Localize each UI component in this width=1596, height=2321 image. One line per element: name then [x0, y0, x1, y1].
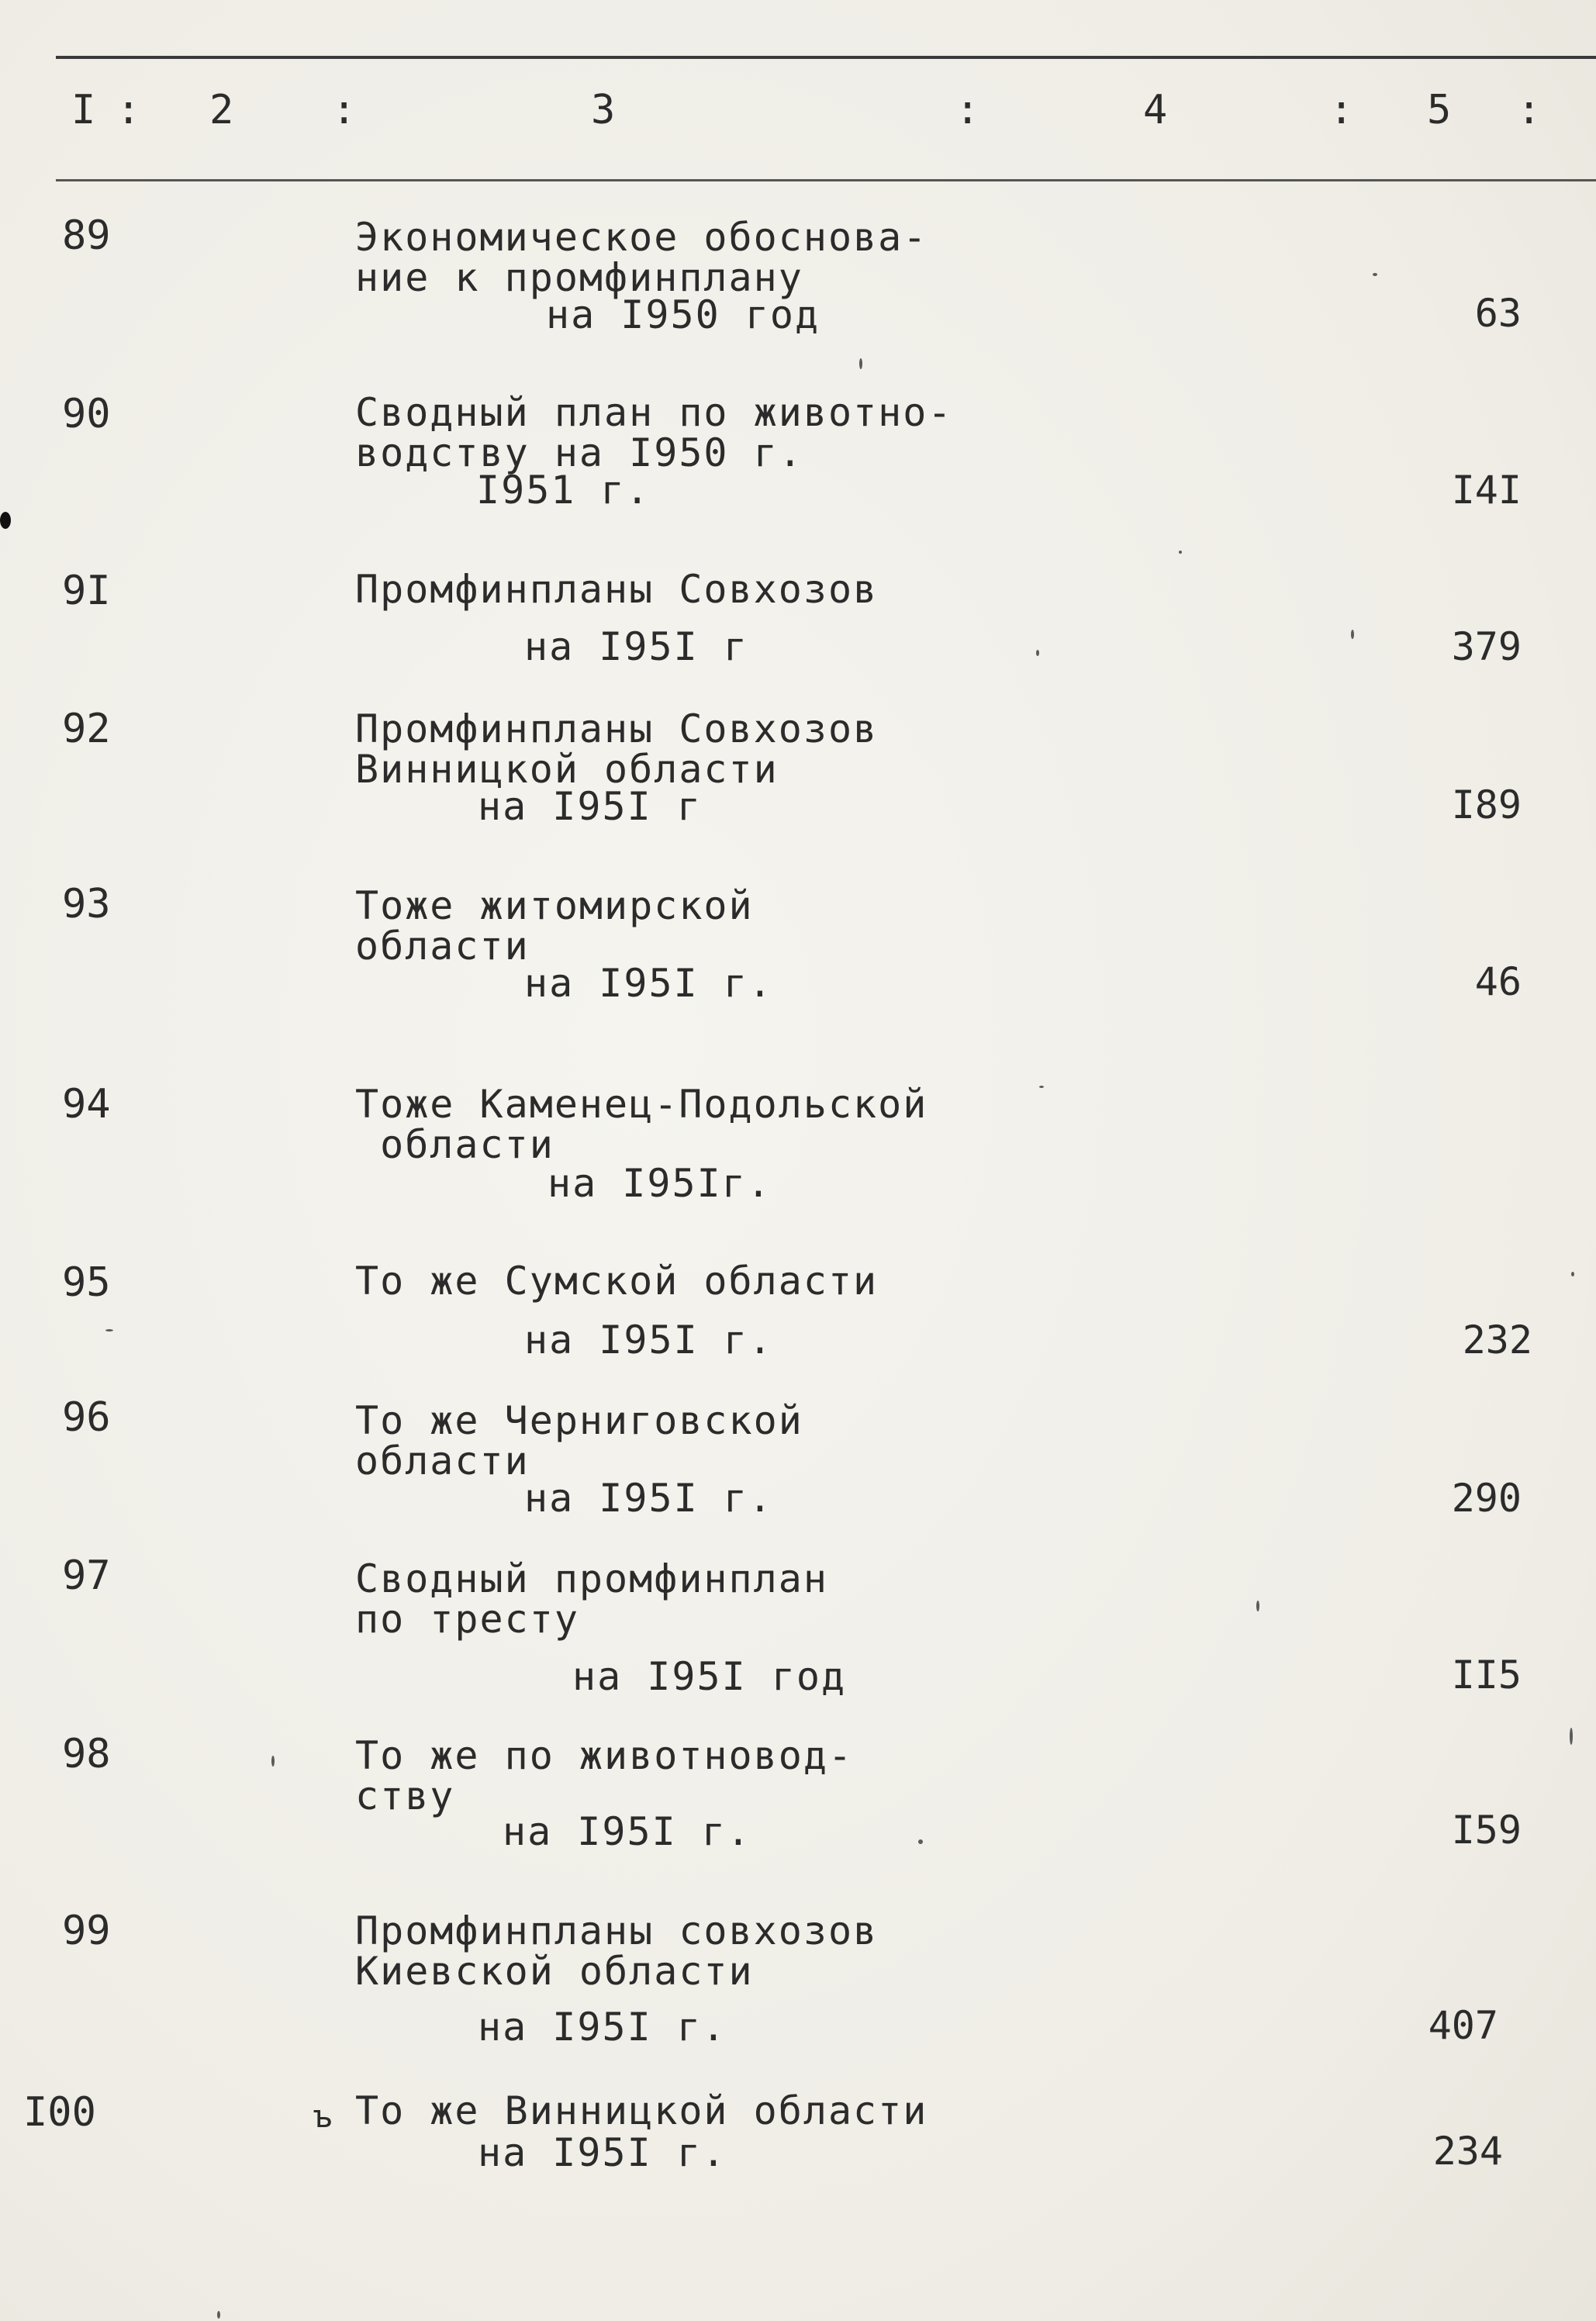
- header-col1: I: [71, 87, 96, 133]
- header-sep-5: :: [1517, 87, 1542, 133]
- scan-speck: [1351, 630, 1354, 639]
- row-number: 97: [62, 1553, 111, 1599]
- scan-speck: [1570, 1728, 1573, 1745]
- row-number: 89: [62, 212, 111, 259]
- scan-speck: [217, 2311, 220, 2319]
- row-title: Сводный план по животно- водству на I950 г.: [355, 390, 953, 475]
- row-number: 95: [62, 1259, 111, 1306]
- scan-speck: [1036, 650, 1039, 656]
- row-number: 98: [62, 1731, 111, 1777]
- row-year: на I95I г.: [503, 1809, 752, 1854]
- row-year: на I95I г: [478, 784, 702, 829]
- row-number: I00: [23, 2089, 96, 2136]
- row-title: Промфинпланы Совхозов Винницкой области: [355, 706, 879, 792]
- top-rule: [56, 56, 1596, 59]
- row-year: на I95I г.: [478, 2130, 727, 2175]
- row-year: на I95I год: [572, 1654, 847, 1699]
- row-sheet-count: II5: [1451, 1653, 1522, 1698]
- row-sheet-count: I89: [1451, 782, 1522, 827]
- row-number: 99: [62, 1908, 111, 1954]
- scan-speck: [105, 1329, 113, 1331]
- header-col3: 3: [591, 87, 616, 133]
- header-sep-3: :: [955, 87, 980, 133]
- row-title: То же Сумской области: [355, 1259, 879, 1304]
- row-number: 92: [62, 706, 111, 752]
- row-title: Тоже житомирской области: [355, 883, 754, 969]
- scan-speck: [1571, 1272, 1574, 1276]
- scan-speck: [1256, 1601, 1259, 1611]
- row-number: 90: [62, 391, 111, 437]
- row-sheet-count: I59: [1451, 1808, 1522, 1853]
- row-year: на I95I г: [524, 624, 748, 669]
- header-sep-4: :: [1329, 87, 1354, 133]
- scan-speck: [271, 1756, 275, 1767]
- header-col2: 2: [209, 87, 234, 133]
- row-number: 96: [62, 1394, 111, 1441]
- scan-speck: [1373, 273, 1377, 276]
- row-sheet-count: 63: [1474, 291, 1522, 336]
- row-sheet-count: 407: [1428, 2003, 1498, 2048]
- scan-speck: [1039, 1086, 1044, 1088]
- row-sheet-count: 290: [1451, 1476, 1522, 1521]
- row-year: на I95Iг.: [548, 1161, 772, 1206]
- row-year: на I95I г.: [524, 961, 774, 1006]
- row-title: Тоже Каменец-Подольской области: [355, 1082, 928, 1167]
- row-year: на I950 год: [546, 292, 820, 337]
- row-year: на I95I г.: [524, 1318, 774, 1363]
- scan-speck: [0, 512, 11, 529]
- row-sheet-count: 232: [1462, 1318, 1532, 1363]
- row-title: То же по животновод- ству: [355, 1733, 854, 1818]
- scan-speck: [859, 358, 862, 369]
- row-title: То же Черниговской области: [355, 1398, 803, 1483]
- header-sep-1: :: [116, 87, 141, 133]
- row-sheet-count: 46: [1474, 959, 1522, 1004]
- header-sep-2: :: [332, 87, 357, 133]
- row-title: То же Винницкой области: [355, 2088, 928, 2133]
- header-rule: [56, 179, 1596, 181]
- row-number: 93: [62, 881, 111, 927]
- row-title: Экономическое обоснова- ние к промфинплану: [355, 215, 928, 300]
- row-number: 94: [62, 1081, 111, 1128]
- row-sheet-count: 379: [1451, 624, 1522, 669]
- row-number: 9I: [62, 568, 111, 614]
- row-title: Сводный промфинплан по тресту: [355, 1556, 828, 1642]
- margin-mark: ъ: [313, 2099, 333, 2135]
- row-year: I951 г.: [476, 468, 651, 513]
- header-col5: 5: [1427, 87, 1452, 133]
- row-title: Промфинпланы Совхозов: [355, 567, 879, 612]
- row-sheet-count: 234: [1432, 2129, 1503, 2174]
- scan-speck: [1179, 551, 1182, 554]
- scan-speck: [918, 1839, 923, 1844]
- header-col4: 4: [1143, 87, 1168, 133]
- row-year: на I95I г.: [524, 1476, 774, 1521]
- row-title: Промфинпланы совхозов Киевской области: [355, 1908, 879, 1994]
- row-year: на I95I г.: [478, 2005, 727, 2050]
- row-sheet-count: I4I: [1451, 468, 1522, 513]
